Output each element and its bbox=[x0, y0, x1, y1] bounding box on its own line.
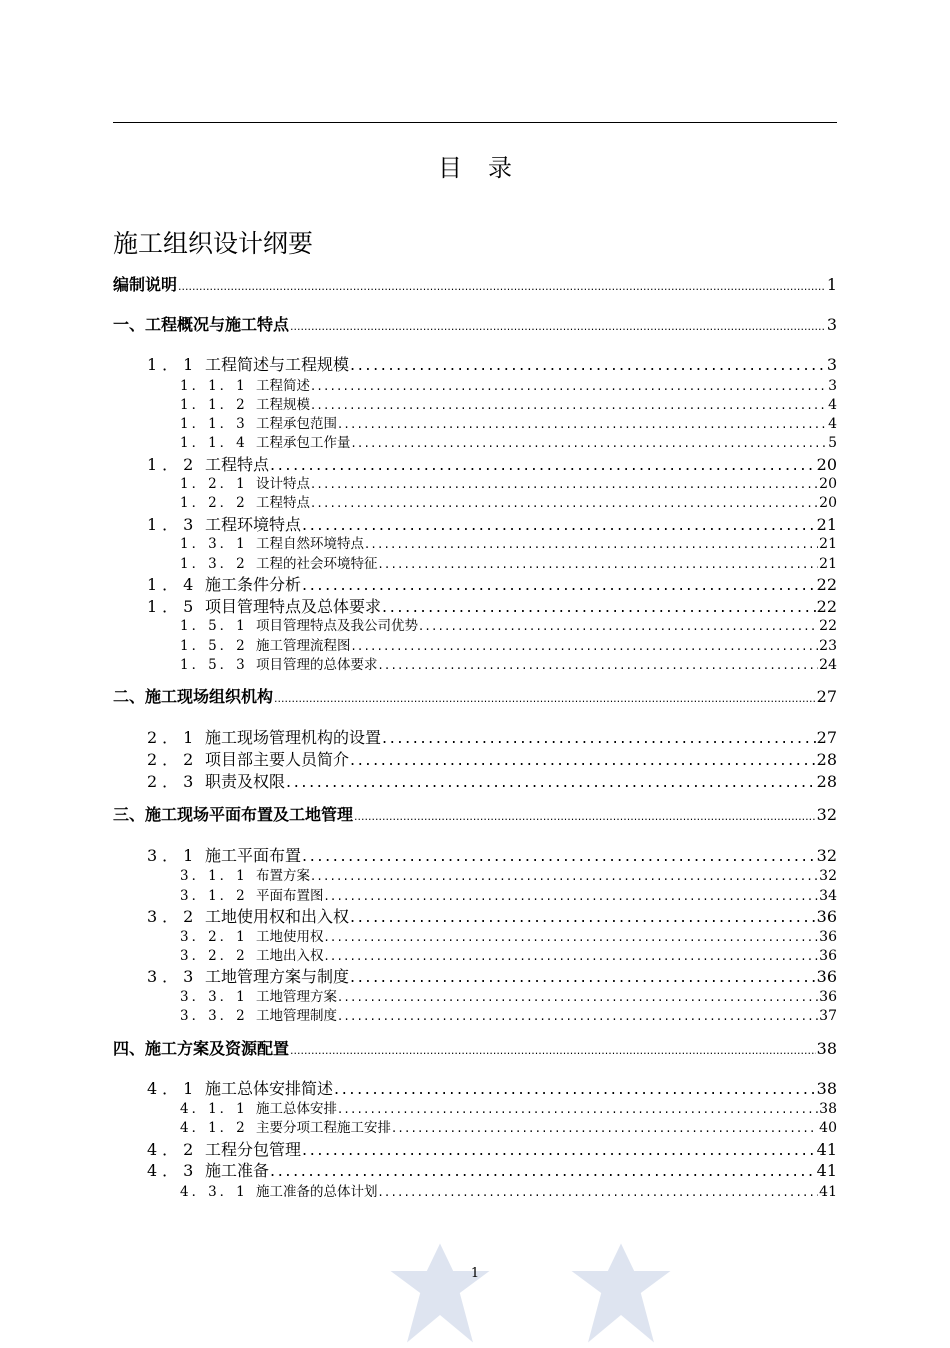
toc-entry-text: 工程承包范围 bbox=[256, 416, 337, 432]
page-title bbox=[0, 148, 950, 183]
toc-entry-page: 32 bbox=[816, 846, 837, 865]
toc-entry-label bbox=[147, 747, 349, 770]
toc-entry[interactable] bbox=[113, 802, 837, 825]
toc-entry-text: 平面布置图 bbox=[256, 888, 324, 904]
dot-leader bbox=[178, 280, 826, 293]
dot-leader bbox=[338, 417, 827, 432]
toc-entry-number: 4．3．1 bbox=[180, 1184, 248, 1200]
toc-entry-text: 工地使用权和出入权 bbox=[205, 907, 350, 926]
dot-leader bbox=[382, 728, 816, 747]
toc-entry-page: 32 bbox=[816, 805, 837, 824]
toc-entry-page: 22 bbox=[816, 597, 837, 616]
toc-entry[interactable] bbox=[113, 725, 837, 748]
dot-leader bbox=[338, 1009, 818, 1024]
toc-entry-label bbox=[147, 1158, 269, 1181]
toc-entry-number: 3．3 bbox=[147, 967, 199, 986]
toc-entry-page: 24 bbox=[819, 657, 837, 673]
toc-entry-label bbox=[180, 925, 324, 945]
toc-entry[interactable] bbox=[113, 312, 837, 335]
toc-entry-label bbox=[180, 393, 310, 413]
toc-entry-text: 工程简述 bbox=[256, 378, 310, 394]
toc-entry-text: 编制说明 bbox=[113, 275, 178, 294]
dot-leader bbox=[311, 496, 818, 511]
toc-entry-number: 2．1 bbox=[147, 728, 199, 747]
toc-entry-text: 工地使用权 bbox=[256, 929, 324, 945]
toc-entry-page: 32 bbox=[819, 868, 837, 884]
dot-leader bbox=[350, 355, 826, 374]
dot-leader bbox=[338, 1102, 818, 1117]
toc-entry-text: 施工总体安排简述 bbox=[205, 1079, 334, 1098]
toc-entry-number: 1．5．1 bbox=[180, 618, 248, 634]
toc-entry-number: 1．3 bbox=[147, 515, 199, 534]
toc-entry-page: 4 bbox=[828, 397, 837, 413]
toc-entry-text: 项目管理特点及总体要求 bbox=[205, 597, 382, 616]
toc-entry-page: 27 bbox=[816, 728, 837, 747]
toc-entry[interactable] bbox=[113, 1158, 837, 1181]
toc-entry-label bbox=[180, 944, 324, 964]
toc-entry-page: 38 bbox=[819, 1101, 837, 1117]
toc-entry[interactable] bbox=[113, 884, 837, 904]
toc-entry-number: 4．1．1 bbox=[180, 1101, 248, 1117]
toc-entry-label bbox=[180, 1004, 337, 1024]
dot-leader bbox=[379, 658, 819, 673]
toc-entry-page: 38 bbox=[816, 1039, 837, 1058]
toc-entry-page: 22 bbox=[819, 618, 837, 634]
toc-entry-number: 4．1 bbox=[147, 1079, 199, 1098]
toc-entry-page: 36 bbox=[819, 929, 837, 945]
toc-entry-number: 1．1．2 bbox=[180, 397, 248, 413]
toc-entry[interactable] bbox=[113, 747, 837, 770]
toc-entry-text: 二、施工现场组织机构 bbox=[113, 687, 274, 706]
dot-leader bbox=[302, 575, 816, 594]
toc-entry-page: 21 bbox=[819, 536, 837, 552]
toc-entry[interactable] bbox=[113, 864, 837, 884]
toc-entry[interactable] bbox=[113, 532, 837, 552]
toc-entry-text: 施工现场管理机构的设置 bbox=[205, 728, 382, 747]
dot-leader bbox=[311, 379, 827, 394]
toc-entry-text: 设计特点 bbox=[256, 476, 310, 492]
toc-entry-number: 3．3．2 bbox=[180, 1008, 248, 1024]
toc-entry-label bbox=[180, 552, 378, 572]
toc-entry-text: 布置方案 bbox=[256, 868, 310, 884]
toc-entry-text: 工程承包工作量 bbox=[256, 435, 351, 451]
toc-entry-text: 一、工程概况与施工特点 bbox=[113, 315, 290, 334]
toc-entry-label bbox=[147, 572, 301, 595]
toc-entry[interactable] bbox=[113, 1097, 837, 1117]
toc-entry-label bbox=[147, 769, 285, 792]
toc-entry-number: 1．1．4 bbox=[180, 435, 248, 451]
toc-entry-label bbox=[180, 884, 324, 904]
dot-leader bbox=[311, 398, 827, 413]
toc-entry-text: 施工总体安排 bbox=[256, 1101, 337, 1117]
toc-entry-number: 3．2 bbox=[147, 907, 199, 926]
toc-entry[interactable] bbox=[113, 352, 837, 375]
toc-entry-page: 27 bbox=[816, 687, 837, 706]
watermark-logo-right bbox=[566, 1238, 676, 1348]
toc-entry-number: 1．5．3 bbox=[180, 657, 248, 673]
toc-entry-text: 工程分包管理 bbox=[205, 1140, 302, 1159]
toc-entry-text: 工地管理方案与制度 bbox=[205, 967, 350, 986]
toc-entry-text: 工地管理制度 bbox=[256, 1008, 337, 1024]
dot-leader bbox=[350, 907, 816, 926]
toc-entry-label bbox=[147, 725, 381, 748]
toc-entry-page: 36 bbox=[816, 967, 837, 986]
toc-entry-label bbox=[113, 802, 353, 825]
toc-entry-number: 3．1．2 bbox=[180, 888, 248, 904]
toc-entry[interactable] bbox=[113, 964, 837, 987]
toc-entry-text: 工程规模 bbox=[256, 397, 310, 413]
toc-entry-page: 41 bbox=[819, 1184, 837, 1200]
toc-entry[interactable] bbox=[113, 944, 837, 964]
toc-entry-text: 主要分项工程施工安排 bbox=[256, 1120, 391, 1136]
toc-entry-label bbox=[180, 1180, 378, 1200]
toc-entry-text: 施工平面布置 bbox=[205, 846, 302, 865]
dot-leader bbox=[311, 477, 818, 492]
toc-entry-number: 1．1．3 bbox=[180, 416, 248, 432]
toc-entry-page: 21 bbox=[816, 515, 837, 534]
toc-entry-number: 1．3．1 bbox=[180, 536, 248, 552]
toc-entry-page: 37 bbox=[819, 1008, 837, 1024]
dot-leader bbox=[311, 869, 818, 884]
toc-entry[interactable] bbox=[113, 1180, 837, 1200]
toc-entry[interactable] bbox=[113, 843, 837, 866]
watermark-logo-left bbox=[385, 1238, 495, 1348]
toc-entry[interactable] bbox=[113, 925, 837, 945]
toc-entry-text: 施工准备 bbox=[205, 1161, 270, 1180]
toc-entry-page: 3 bbox=[826, 355, 837, 374]
toc-entry[interactable] bbox=[113, 985, 837, 1005]
toc-entry-number: 1．2．2 bbox=[180, 495, 248, 511]
toc-entry-label bbox=[147, 843, 301, 866]
dot-leader bbox=[352, 436, 828, 451]
toc-entry-page: 20 bbox=[816, 455, 837, 474]
toc-entry[interactable] bbox=[113, 684, 837, 707]
toc-entry-page: 40 bbox=[819, 1120, 837, 1136]
toc-entry-number: 3．2．2 bbox=[180, 948, 248, 964]
toc-entry-page: 23 bbox=[819, 638, 837, 654]
toc-entry[interactable] bbox=[113, 572, 837, 595]
toc-entry-label bbox=[113, 272, 177, 295]
toc-entry-text: 工地管理方案 bbox=[256, 989, 337, 1005]
toc-entry-page: 22 bbox=[816, 575, 837, 594]
toc-entry-label bbox=[180, 412, 337, 432]
toc-entry-text: 施工条件分析 bbox=[205, 575, 302, 594]
toc-entry[interactable] bbox=[113, 412, 837, 432]
toc-entry-text: 工程自然环境特点 bbox=[256, 536, 364, 552]
toc-entry-label bbox=[180, 472, 310, 492]
toc-entry-label bbox=[180, 1116, 391, 1136]
dot-leader bbox=[302, 846, 816, 865]
toc-entry-text: 项目管理的总体要求 bbox=[256, 657, 378, 673]
toc-entry-label bbox=[180, 634, 351, 654]
toc-entry[interactable] bbox=[113, 1004, 837, 1024]
dot-leader bbox=[379, 557, 819, 572]
toc-entry-label bbox=[147, 1076, 333, 1099]
toc-entry-number: 3．1 bbox=[147, 846, 199, 865]
toc-entry-text: 工程环境特点 bbox=[205, 515, 302, 534]
toc-entry-label bbox=[180, 491, 310, 511]
dot-leader bbox=[274, 692, 816, 705]
toc-entry-page: 1 bbox=[826, 275, 837, 294]
toc-entry-label bbox=[147, 964, 349, 987]
toc-entry-label bbox=[113, 1036, 289, 1059]
dot-leader bbox=[325, 930, 819, 945]
toc-entry-page: 36 bbox=[819, 948, 837, 964]
toc-entry-label bbox=[180, 653, 378, 673]
toc-entry-number: 1．5．2 bbox=[180, 638, 248, 654]
header-rule bbox=[113, 122, 837, 123]
dot-leader bbox=[290, 320, 826, 333]
toc-entry-label bbox=[180, 431, 351, 451]
toc-entry-label bbox=[180, 864, 310, 884]
toc-entry-number: 3．3．1 bbox=[180, 989, 248, 1005]
toc-entry-number: 3．1．1 bbox=[180, 868, 248, 884]
dot-leader bbox=[290, 1044, 816, 1057]
toc-entry-number: 4．3 bbox=[147, 1161, 199, 1180]
toc-entry-number: 1．4 bbox=[147, 575, 199, 594]
toc-entry-number: 1．3．2 bbox=[180, 556, 248, 572]
toc-entry-label bbox=[180, 374, 310, 394]
toc-entry-page: 36 bbox=[816, 907, 837, 926]
toc-entry-number: 3．2．1 bbox=[180, 929, 248, 945]
toc-entry-page: 5 bbox=[828, 435, 837, 451]
toc-entry-label bbox=[180, 614, 418, 634]
toc-entry-text: 工程特点 bbox=[256, 495, 310, 511]
toc-entry-text: 三、施工现场平面布置及工地管理 bbox=[113, 805, 354, 824]
toc-entry[interactable] bbox=[113, 1116, 837, 1136]
toc-entry-label bbox=[180, 985, 337, 1005]
toc-entry-text: 工程的社会环境特征 bbox=[256, 556, 378, 572]
toc-entry-text: 四、施工方案及资源配置 bbox=[113, 1039, 290, 1058]
title-char-1: 目 bbox=[438, 154, 462, 182]
toc-entry[interactable] bbox=[113, 431, 837, 451]
toc-entry-number: 4．1．2 bbox=[180, 1120, 248, 1136]
toc-entry[interactable] bbox=[113, 634, 837, 654]
toc-entry[interactable] bbox=[113, 1036, 837, 1059]
dot-leader bbox=[354, 810, 816, 823]
toc-entry-number: 1．1 bbox=[147, 355, 199, 374]
toc-entry-page: 21 bbox=[819, 556, 837, 572]
toc-entry[interactable] bbox=[113, 653, 837, 673]
toc-entry-number: 2．2 bbox=[147, 750, 199, 769]
toc-entry[interactable] bbox=[113, 393, 837, 413]
toc-entry[interactable] bbox=[113, 552, 837, 572]
toc-entry-text: 职责及权限 bbox=[205, 772, 286, 791]
toc-entry-label bbox=[113, 684, 273, 707]
toc-entry-number: 1．2 bbox=[147, 455, 199, 474]
toc-entry-page: 34 bbox=[819, 888, 837, 904]
dot-leader bbox=[350, 967, 816, 986]
toc-entry-label bbox=[147, 904, 349, 927]
toc-entry-text: 工程特点 bbox=[205, 455, 270, 474]
toc-entry-label bbox=[147, 352, 349, 375]
dot-leader bbox=[325, 949, 819, 964]
dot-leader bbox=[350, 750, 816, 769]
dot-leader bbox=[392, 1121, 818, 1136]
toc-entry-page: 36 bbox=[819, 989, 837, 1005]
toc-entry-page: 20 bbox=[819, 495, 837, 511]
toc-entry-label bbox=[113, 312, 289, 335]
dot-leader bbox=[379, 1185, 819, 1200]
toc-entry-page: 38 bbox=[816, 1079, 837, 1098]
toc-entry[interactable] bbox=[113, 272, 837, 295]
toc-entry[interactable] bbox=[113, 904, 837, 927]
toc-entry-label bbox=[180, 532, 364, 552]
toc-entry-page: 20 bbox=[819, 476, 837, 492]
dot-leader bbox=[352, 639, 819, 654]
toc-entry-page: 41 bbox=[816, 1140, 837, 1159]
dot-leader bbox=[325, 889, 819, 904]
toc-entry-page: 28 bbox=[816, 750, 837, 769]
toc-entry-label bbox=[147, 1137, 301, 1160]
page-number: 1 bbox=[470, 1266, 480, 1281]
toc-entry-number: 2．3 bbox=[147, 772, 199, 791]
dot-leader bbox=[419, 619, 818, 634]
toc-entry-page: 4 bbox=[828, 416, 837, 432]
document-subtitle: 施工组织设计纲要 bbox=[113, 229, 314, 258]
toc-entry-text: 施工管理流程图 bbox=[256, 638, 351, 654]
toc-entry-text: 工地出入权 bbox=[256, 948, 324, 964]
title-char-2: 录 bbox=[488, 154, 512, 182]
toc-entry-page: 3 bbox=[828, 378, 837, 394]
toc-entry[interactable] bbox=[113, 374, 837, 394]
dot-leader bbox=[334, 1079, 816, 1098]
toc-entry-text: 项目管理特点及我公司优势 bbox=[256, 618, 418, 634]
dot-leader bbox=[302, 1140, 816, 1159]
toc-entry-number: 1．1．1 bbox=[180, 378, 248, 394]
toc-entry-page: 28 bbox=[816, 772, 837, 791]
dot-leader bbox=[338, 990, 818, 1005]
toc-entry-text: 项目部主要人员简介 bbox=[205, 750, 350, 769]
toc-entry[interactable] bbox=[113, 614, 837, 634]
toc-entry[interactable] bbox=[113, 1076, 837, 1099]
toc-entry-number: 1．2．1 bbox=[180, 476, 248, 492]
dot-leader bbox=[270, 1161, 816, 1180]
dot-leader bbox=[286, 772, 816, 791]
toc-entry[interactable] bbox=[113, 1137, 837, 1160]
toc-entry-number: 1．5 bbox=[147, 597, 199, 616]
toc-entry-page: 3 bbox=[826, 315, 837, 334]
toc-entry[interactable] bbox=[113, 769, 837, 792]
toc-entry[interactable] bbox=[113, 491, 837, 511]
toc-entry-label bbox=[180, 1097, 337, 1117]
toc-entry-text: 施工准备的总体计划 bbox=[256, 1184, 378, 1200]
dot-leader bbox=[365, 537, 818, 552]
toc-entry-text: 工程简述与工程规模 bbox=[205, 355, 350, 374]
toc-entry-page: 41 bbox=[816, 1161, 837, 1180]
toc-entry[interactable] bbox=[113, 472, 837, 492]
toc-entry-number: 4．2 bbox=[147, 1140, 199, 1159]
